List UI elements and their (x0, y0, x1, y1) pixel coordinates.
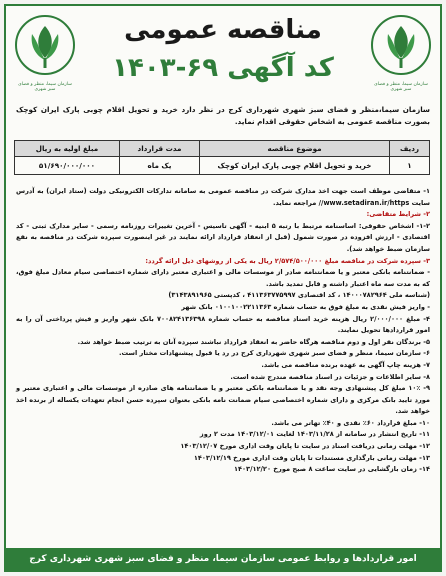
condition-item: (شناسه ملی ۱۴۰۰۰۷۸۲۹۶۴ ، کد اقتصادی ۴۱۱۳۶۳۷۷۵۹۹۷ ، کدپستی ۳۱۴۳۸۹۱۹۶۵) (168, 291, 430, 300)
footer-banner: امور قراردادها و روابط عمومی سازمان سیما، منظر و فضای سبز شهری شهرداری کرج (6, 548, 440, 570)
logo-caption: سازمان سیما، منظر و فضای سبز شهری (374, 82, 428, 93)
organization-logo-left (14, 14, 76, 94)
notice-title: مناقصه عمومی (124, 15, 322, 45)
logo-caption: سازمان سیما، منظر و فضای سبز شهری (18, 82, 72, 93)
table-cell: ۵۱/۶۹۰/۰۰۰/۰۰۰ (15, 157, 120, 175)
table-header-row (15, 141, 430, 157)
condition-item: ۱- متقاضی موظف است جهت اخذ مدارک شرکت در مناقصه عمومی به سامانه تدارکات الکترونیکی دولت (ستاد ایران) به آدرس سایت www.setadiran.ir/https// مراجعه نماید. (16, 187, 430, 207)
table-cell: یک ماه (120, 157, 200, 175)
column-header: مبلغ اولیه به ریال (15, 141, 120, 157)
condition-item: ۵- برندگان نفر اول و دوم مناقصه هرگاه حاضر به انعقاد قرارداد نباشند سپرده آنان به ترتیب ضبط خواهد شد. (77, 337, 430, 346)
tender-table (14, 140, 430, 175)
intro-paragraph: سازمان سیما،منظر و فضای سبز شهری شهرداری کرج در نظر دارد خرید و تحویل اقلام چوبی پارک ایران کوچک بصورت مناقصه عمومی به اشخاص حقوقی اقدام نماید. (16, 105, 430, 126)
table-row (15, 157, 430, 175)
condition-item: ۷- هزینه چاپ آگهی به عهده برنده مناقصه می باشد. (261, 360, 430, 369)
table-cell: ۱ (390, 157, 430, 175)
condition-item: - واریز فیش نقدی به مبلغ فوق به حساب شماره ۰۱۰۰۱۰۰۲۲۱۱۳۶۳ بانک شهر (181, 302, 430, 311)
condition-item: ۱۲- مهلت زمانی دریافت اسناد در سایت تا پایان وقت اداری مورخ ۱۴۰۳/۱۲/۰۷ (180, 442, 430, 451)
condition-item: ۶- سازمان سیما، منظر و فضای سبز شهری شهرداری کرج در رد یا قبول پیشنهادات مختار است. (119, 349, 430, 358)
condition-heading: ۳- سپرده شرکت در مناقصه مبلغ ۲/۵۷۴/۵۰۰/۰۰۰ ریال به یکی از روشهای ذیل ارائه گردد: (145, 256, 430, 265)
header (6, 6, 440, 104)
tulip-logo-icon (14, 14, 76, 76)
tulip-logo-icon (370, 14, 432, 76)
condition-item: - ضمانتنامه بانکی معتبر و یا ضمانتنامه صادر از موسسات مالی و اعتباری معتبر دارای شماره اختصاصی سیام معادل مبلغ فوق، که به مدت سه ماه اعتبار داشته و قابل تمدید باشد. (16, 268, 430, 288)
condition-item: ۱۳- مهلت زمانی بارگذاری مستندات تا پایان وقت اداری مورخ ۱۴۰۳/۱۲/۱۹ (193, 453, 430, 462)
table-cell: خرید و تحویل اقلام چوبی پارک ایران کوچک (200, 157, 390, 175)
column-header: مدت قرارداد (120, 141, 200, 157)
column-header: موضوع مناقصه (200, 141, 390, 157)
condition-item: ۹- ۱۰٪ مبلغ کل پیشنهادی وجه نقد و یا ضمانتنامه بانکی معتبر و یا ضمانتنامه های صادره از موسسات مالی و اعتباری معتبر و مورد تایید بانک مرکزی و دارای شماره اختصاصی سیام ضمانت نامه بانکی بعنوان سپرده حسن انجام تعهدات یکساله از برنده اخذ خواهد شد. (16, 384, 430, 416)
notice-code: کد آگهی ۶۹-۱۴۰۳ (112, 53, 334, 83)
condition-item: ۱۱- تاریخ انتشار در سامانه از ۱۴۰۳/۱۱/۲۸ لغایت ۱۴۰۳/۱۲/۰۱ مدت ۲ روز (199, 430, 430, 439)
title-box (86, 12, 360, 98)
notice-frame (4, 4, 442, 572)
condition-item: ۸- سایر اطلاعات و جزئیات در اسناد مناقصه مندرج شده است. (230, 372, 430, 381)
condition-heading: ۲- شرایط متقاضی: (366, 210, 430, 219)
organization-logo-right (370, 14, 432, 94)
conditions-list (16, 186, 430, 476)
condition-item: ۴- مبلغ ۲/۰۰۰/۰۰۰ ریال هزینه خرید اسناد مناقصه به حساب شماره ۷۰۰۸۲۴۱۳۶۳۹۸ بانک شهر واریز و فیش پرداختی آن را به امور قراردادها تحویل نمایند. (16, 314, 430, 335)
condition-item: ۱۰- مبلغ قرارداد ۶۰٪ نقدی و ۴۰٪ تهاتر می باشد. (271, 418, 430, 427)
condition-item: ۱-۲- اشخاص حقوقی: اساسنامه مرتبط با رتبه ۵ ابنیه - آگهی تاسیس - آخرین تغییرات روزنامه رسمی - سایر مدارک ثبتی - کد اقتصادی - ارزش افزوده در صورت شمول (قبل از انعقاد قرارداد ارائه نمایند در غیر اینصورت سپرده شرکت در مناقصه به نفع سازمان ضبط خواهد شد). (16, 221, 430, 253)
condition-item: ۱۴- زمان بازگشایی در سایت ساعت ۸ صبح مورخ ۱۴۰۳/۱۲/۲۰ (233, 465, 430, 474)
column-header: ردیف (390, 141, 430, 157)
